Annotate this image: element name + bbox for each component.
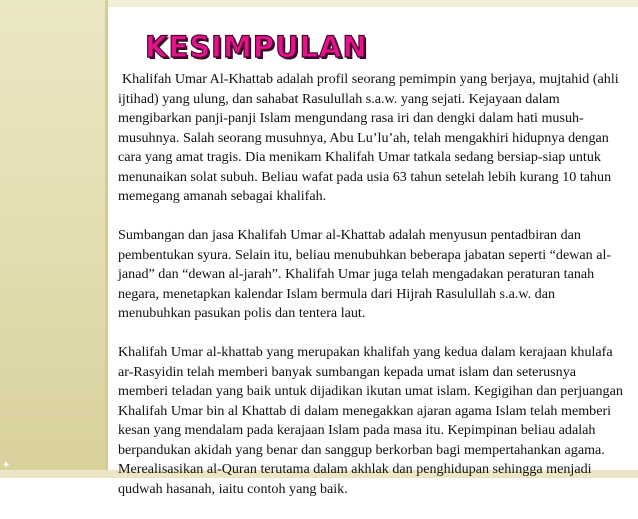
sparkle-icon: ✦ bbox=[2, 460, 11, 471]
left-decor-band bbox=[0, 0, 108, 478]
slide-heading: KESIMPULAN bbox=[145, 30, 368, 64]
paragraph-3: Khalifah Umar al-khattab yang merupakan khalifah yang kedua dalam kerajaan khulafa ar-Rasyidin telah memberi banyak sumbangan kepada umat islam dan seterusnya memberi teladan yang baik untuk dijadikan ikutan umat islam. Kegigihan dan perjuangan Khalifah Umar bin al Khattab di dalam menegakkan ajaran agama Islam telah memberi kesan yang mendalam pada kerajaan Islam pada masa itu. Kepimpinan beliau adalah berpandukan akidah yang benar dan sanggup berkorban bagi mempertahankan agama. Merealisasikan al-Quran terutama dalam akhlak dan penghidupan sehingga menjadi qudwah hasanah, iaitu contoh yang baik. bbox=[118, 344, 623, 497]
slide-body bbox=[118, 70, 624, 519]
paragraph-2: Sumbangan dan jasa Khalifah Umar al-Khattab adalah menyusun pentadbiran dan pembentukan syura. Selain itu, beliau menubuhkan beberapa jabatan seperti “dewan al-janad” dan “dewan al-jarah”. Khalifah Umar juga telah mengadakan peraturan tanah negara, menetapkan kalendar Islam bermula dari Hijrah Rasulullah s.a.w. dan menubuhkan pasukan polis dan tentera laut. bbox=[118, 227, 612, 321]
paragraph-1: Khalifah Umar Al-Khattab adalah profil seorang pemimpin yang berjaya, mujtahid (ahli ijtihad) yang ulung, dan sahabat Rasulullah s.a.w. yang sejati. Kejayaan dalam mengibarkan panji-panji Islam mengundang rasa iri dan dengki dalam hati musuh-musuhnya. Salah seorang musuhnya, Abu Lu’lu’ah, telah mengakhiri hidupnya dengan cara yang amat tragis. Dia menikam Khalifah Umar tatkala sedang bersiap-siap untuk menunaikan solat subuh. Beliau wafat pada usia 63 tahun setelah lebih kurang 10 tahun memegang amanah sebagai khalifah. bbox=[118, 71, 619, 204]
